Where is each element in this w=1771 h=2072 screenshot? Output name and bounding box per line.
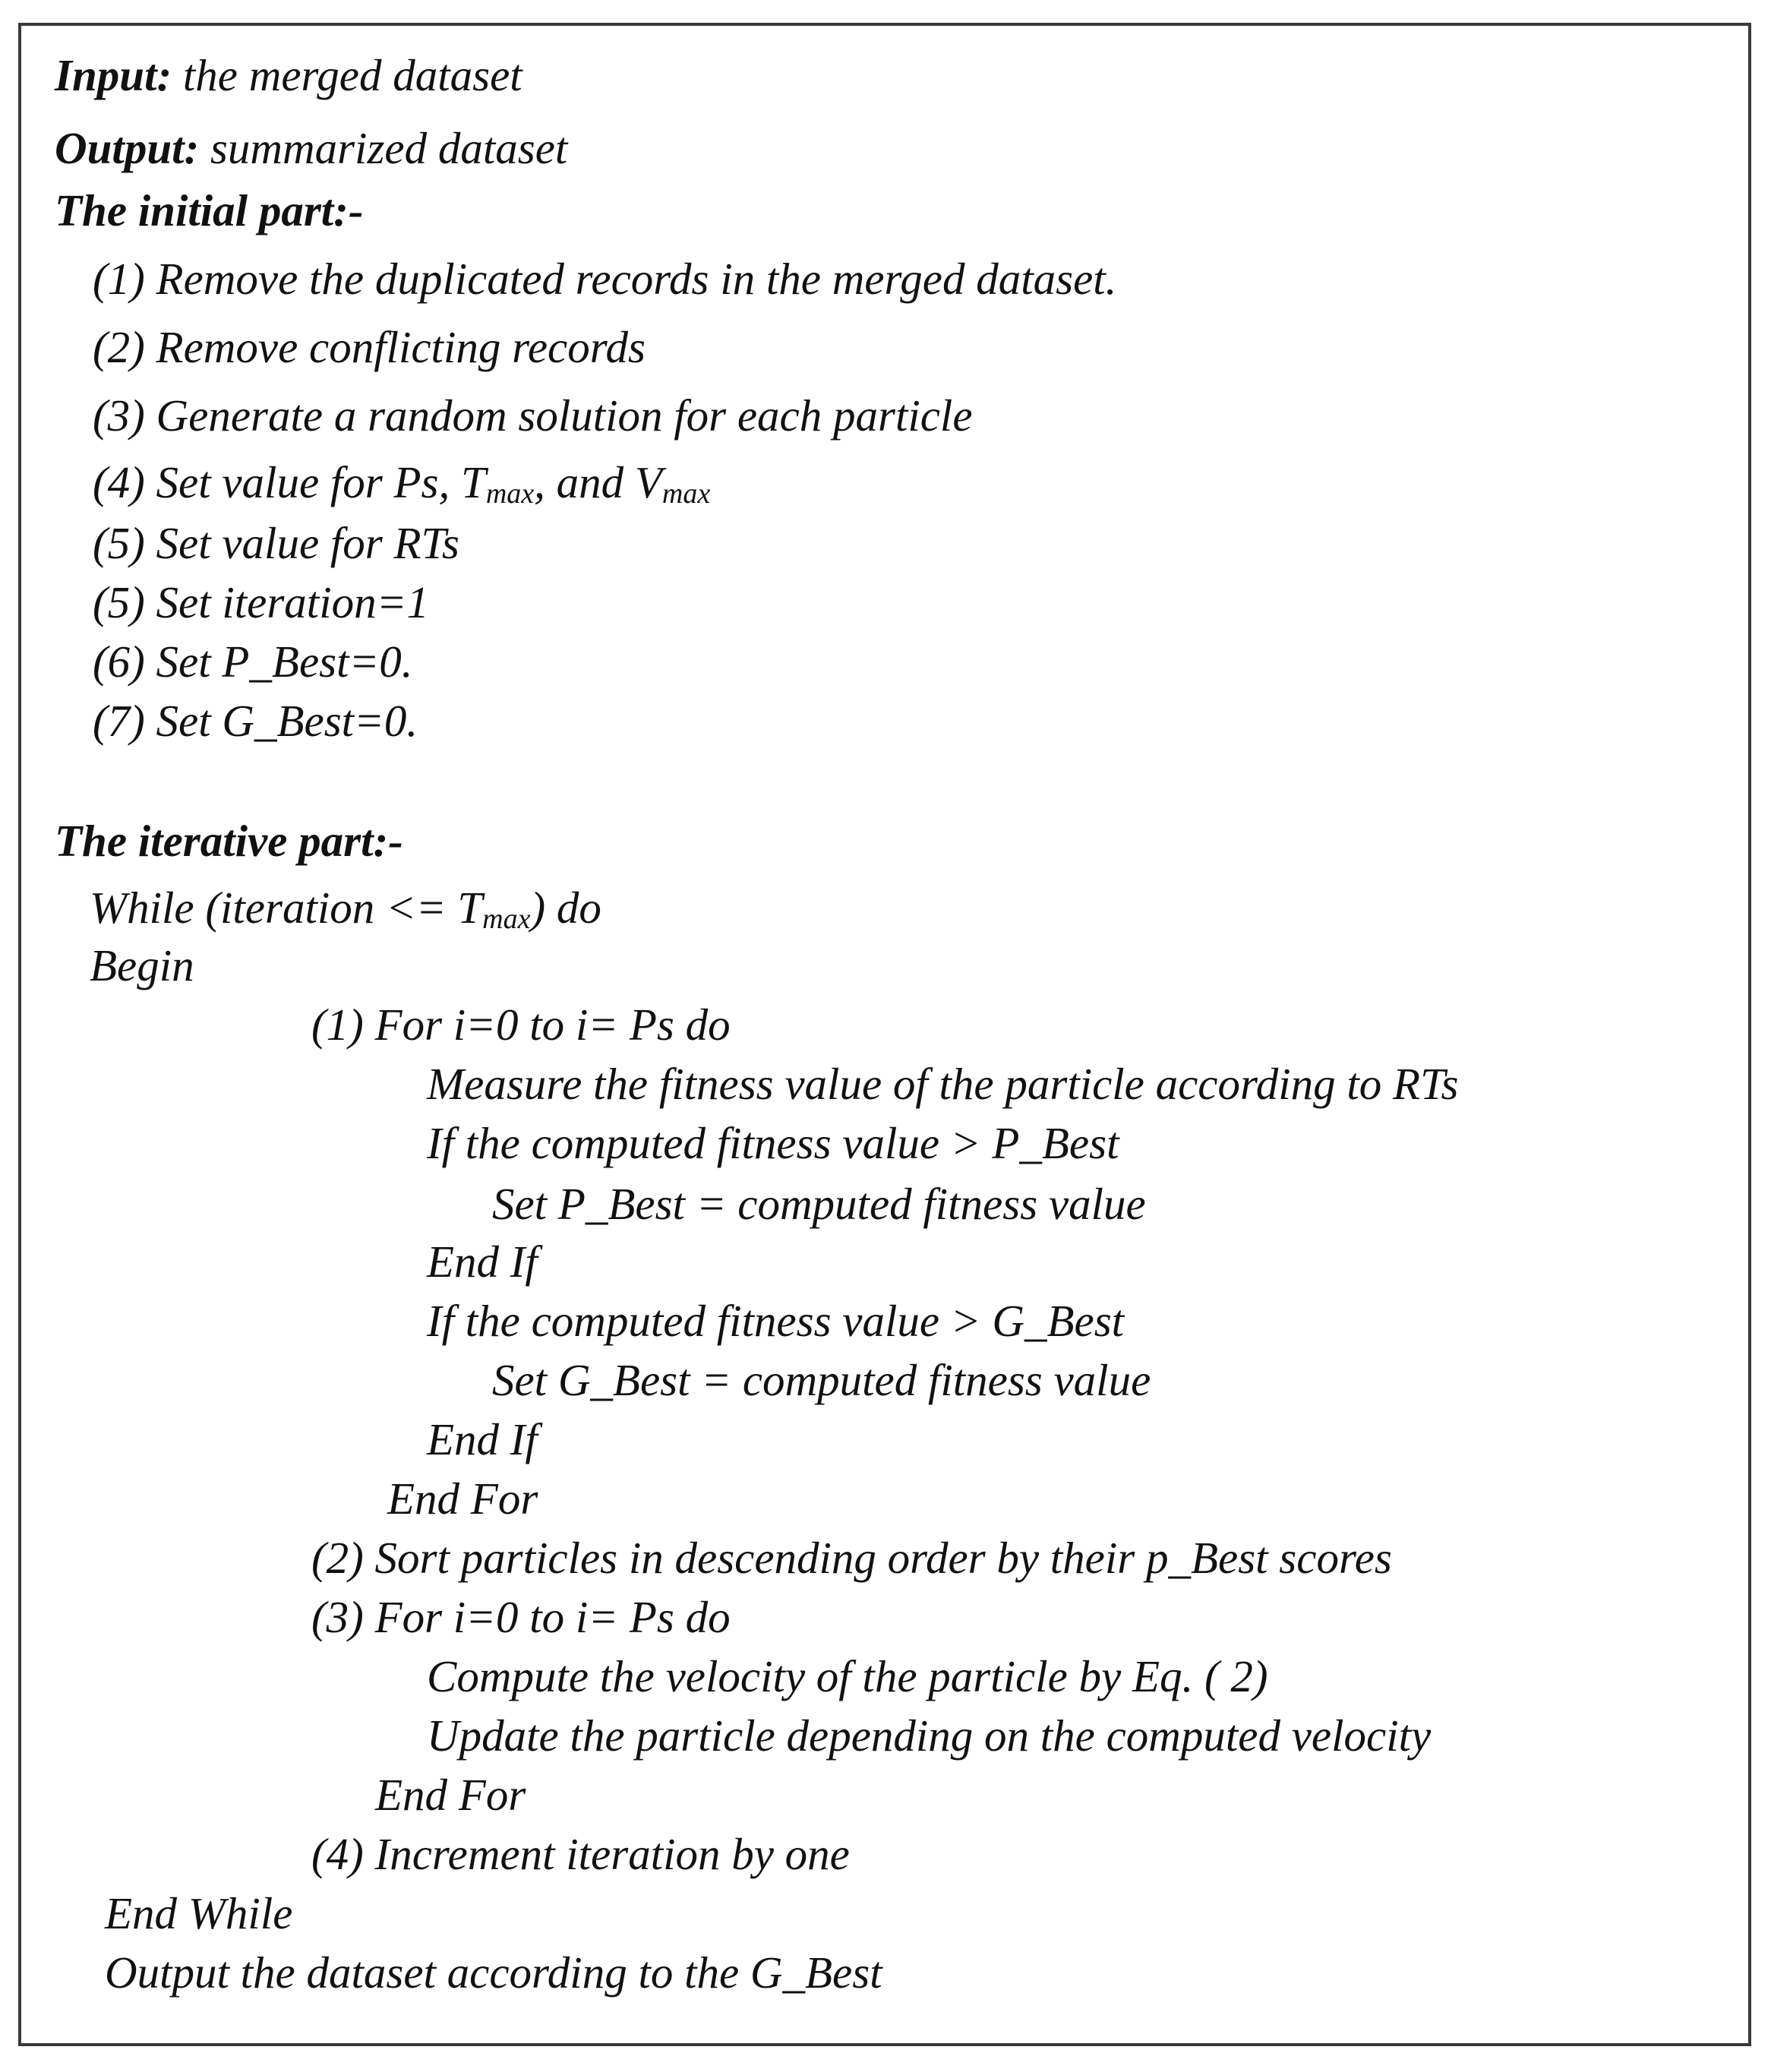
step4-sub-tmax: max bbox=[485, 477, 535, 510]
output-label: Output: bbox=[55, 123, 200, 173]
initial-step: (6) Set P_Best=0. bbox=[93, 636, 413, 687]
loop-line: If the computed fitness value > P_Best bbox=[427, 1118, 1119, 1168]
initial-step: (2) Remove conflicting records bbox=[93, 322, 646, 372]
loop-line: Set P_Best = computed fitness value bbox=[492, 1179, 1146, 1229]
loop-line: If the computed fitness value > G_Best bbox=[427, 1296, 1125, 1346]
step4-mid: , and V bbox=[534, 457, 662, 507]
loop-line: End For bbox=[387, 1473, 538, 1524]
output-value: summarized dataset bbox=[210, 123, 568, 173]
loop-line: End For bbox=[375, 1770, 526, 1820]
loop-line: Set G_Best = computed fitness value bbox=[492, 1355, 1151, 1405]
initial-step: (3) Generate a random solution for each particle bbox=[93, 390, 973, 441]
end-while-line: End While bbox=[105, 1888, 293, 1938]
loop-line: End If bbox=[427, 1414, 538, 1464]
output-line bbox=[55, 123, 568, 173]
loop-line: End If bbox=[427, 1237, 538, 1287]
loop-line: (3) For i=0 to i= Ps do bbox=[311, 1592, 731, 1642]
input-value: the merged dataset bbox=[182, 50, 522, 100]
while-suffix: ) do bbox=[530, 883, 601, 933]
initial-step bbox=[93, 457, 711, 510]
loop-line: (2) Sort particles in descending order by their p_Best scores bbox=[311, 1533, 1392, 1583]
loop-line: (4) Increment iteration by one bbox=[311, 1829, 850, 1879]
while-line bbox=[90, 883, 601, 935]
loop-line: Measure the fitness value of the particle according to RTs bbox=[427, 1059, 1459, 1109]
while-sub-tmax: max bbox=[482, 902, 531, 935]
output-dataset-line: Output the dataset according to the G_Best bbox=[105, 1947, 882, 1998]
step4-prefix: (4) Set value for Ps, T bbox=[93, 457, 486, 507]
initial-step: (5) Set value for RTs bbox=[93, 518, 459, 568]
input-label: Input: bbox=[55, 50, 172, 100]
begin-line: Begin bbox=[90, 940, 194, 990]
loop-line: Compute the velocity of the particle by Eq. ( 2) bbox=[427, 1651, 1268, 1701]
initial-part-heading: The initial part:- bbox=[55, 185, 364, 235]
initial-step: (7) Set G_Best=0. bbox=[93, 696, 418, 746]
step4-sub-vmax: max bbox=[661, 477, 711, 510]
loop-line: (1) For i=0 to i= Ps do bbox=[311, 1000, 731, 1050]
while-prefix: While (iteration <= T bbox=[90, 883, 483, 933]
iterative-part-heading: The iterative part:- bbox=[55, 816, 403, 866]
initial-step: (1) Remove the duplicated records in the merged dataset. bbox=[93, 254, 1117, 304]
input-line bbox=[55, 50, 522, 100]
initial-step: (5) Set iteration=1 bbox=[93, 577, 429, 627]
loop-line: Update the particle depending on the computed velocity bbox=[427, 1710, 1432, 1761]
